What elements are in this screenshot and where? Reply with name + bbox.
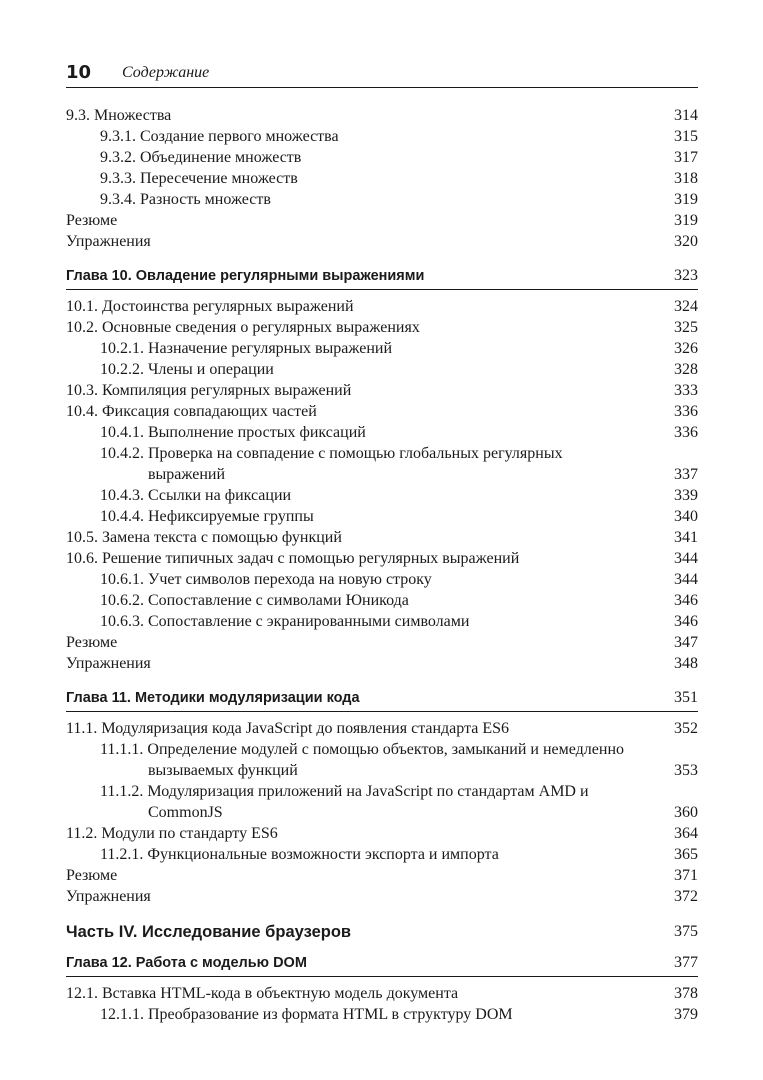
toc-entry-page: 320 bbox=[674, 233, 698, 250]
toc-entry-page: 328 bbox=[674, 361, 698, 378]
toc-entry-page: 344 bbox=[674, 550, 698, 567]
toc-part-heading bbox=[66, 921, 698, 943]
toc-entry-title: 10.6.1. Учет символов перехода на новую строку bbox=[100, 571, 432, 588]
toc-entry-page: 326 bbox=[674, 340, 698, 357]
toc-entry-page: 333 bbox=[674, 382, 698, 399]
toc-entry bbox=[66, 210, 698, 231]
toc-entry-title: 10.4.4. Нефиксируемые группы bbox=[100, 508, 314, 525]
toc-entry bbox=[66, 983, 698, 1004]
toc-chapter-title: Глава 10. Овладение регулярными выражениями bbox=[66, 268, 425, 284]
page-number: 10 bbox=[66, 62, 92, 83]
toc-entry bbox=[66, 126, 698, 147]
toc-entry bbox=[66, 168, 698, 189]
toc-entry-title: 10.2.1. Назначение регулярных выражений bbox=[100, 340, 393, 357]
toc-entry-title: 10.6. Решение типичных задач с помощью регулярных выражений bbox=[66, 550, 520, 567]
toc-entry-title: 10.2. Основные сведения о регулярных выражениях bbox=[66, 319, 420, 336]
toc-entry-page: 347 bbox=[674, 634, 698, 651]
toc-entry-title: 10.5. Замена текста с помощью функций bbox=[66, 529, 342, 546]
toc-entry-page: 341 bbox=[674, 529, 698, 546]
toc-entry-title: 12.1.1. Преобразование из формата HTML в структуру DOM bbox=[100, 1006, 513, 1023]
toc-entry bbox=[66, 485, 698, 506]
toc-entry bbox=[66, 338, 698, 359]
toc-entry bbox=[66, 359, 698, 380]
toc-entry-title: Резюме bbox=[66, 867, 118, 884]
toc-entry-title: 11.1. Модуляризация кода JavaScript до появления стандарта ES6 bbox=[66, 720, 510, 737]
toc-entry bbox=[66, 865, 698, 886]
toc-entry-page: 336 bbox=[674, 403, 698, 420]
header-rule bbox=[66, 87, 698, 88]
toc-entry-page: 348 bbox=[674, 655, 698, 672]
toc-entry bbox=[66, 443, 698, 485]
toc-part-title: Часть IV. Исследование браузеров bbox=[66, 923, 352, 941]
toc-entry-page: 318 bbox=[674, 170, 698, 187]
toc-entry-title: Резюме bbox=[66, 212, 118, 229]
toc-entry bbox=[66, 632, 698, 653]
toc-entry-title: 10.2.2. Члены и операции bbox=[100, 361, 274, 378]
table-of-contents bbox=[66, 105, 698, 1025]
toc-entry bbox=[66, 569, 698, 590]
toc-entry bbox=[66, 527, 698, 548]
toc-entry-title: 9.3. Множества bbox=[66, 107, 172, 124]
toc-entry-page: 340 bbox=[674, 508, 698, 525]
toc-entry bbox=[66, 147, 698, 168]
toc-entry-page: 346 bbox=[674, 613, 698, 630]
toc-chapter-heading bbox=[66, 266, 698, 286]
toc-entry-title: Упражнения bbox=[66, 233, 151, 250]
toc-chapter-heading bbox=[66, 688, 698, 708]
chapter-rule bbox=[66, 711, 698, 712]
toc-entry bbox=[66, 781, 698, 823]
spacer bbox=[66, 943, 698, 953]
toc-chapter-page: 377 bbox=[674, 954, 698, 971]
toc-entry-page: 315 bbox=[674, 128, 698, 145]
running-title: Содержание bbox=[122, 64, 210, 81]
toc-entry-title: 10.6.2. Сопоставление с символами Юникода bbox=[100, 592, 409, 609]
toc-entry-title: 9.3.1. Создание первого множества bbox=[100, 128, 339, 145]
toc-entry bbox=[66, 506, 698, 527]
toc-entry-page: 319 bbox=[674, 212, 698, 229]
toc-entry-page: 325 bbox=[674, 319, 698, 336]
toc-entry-page: 317 bbox=[674, 149, 698, 166]
toc-entry-title: 12.1. Вставка HTML-кода в объектную модель документа bbox=[66, 985, 459, 1002]
toc-entry bbox=[66, 1004, 698, 1025]
spacer bbox=[66, 252, 698, 266]
toc-entry-title: 10.3. Компиляция регулярных выражений bbox=[66, 382, 352, 399]
toc-entry bbox=[66, 844, 698, 865]
toc-chapter-heading bbox=[66, 953, 698, 973]
toc-entry-title: 10.1. Достоинства регулярных выражений bbox=[66, 298, 354, 315]
toc-entry-page: 339 bbox=[674, 487, 698, 504]
toc-entry-title: 9.3.4. Разность множеств bbox=[100, 191, 271, 208]
toc-entry-title: 11.1.2. Модуляризация приложений на JavaScript по стандартам AMD и CommonJS bbox=[100, 783, 589, 821]
toc-entry bbox=[66, 548, 698, 569]
chapter-rule bbox=[66, 976, 698, 977]
toc-entry-title: 11.1.1. Определение модулей с помощью объектов, замыканий и немедленно вызываемых функций bbox=[100, 741, 624, 779]
toc-entry-title: Упражнения bbox=[66, 888, 151, 905]
toc-entry bbox=[66, 401, 698, 422]
toc-entry-page: 314 bbox=[674, 107, 698, 124]
toc-chapter-title: Глава 12. Работа с моделью DOM bbox=[66, 955, 307, 971]
toc-entry bbox=[66, 590, 698, 611]
toc-entry bbox=[66, 296, 698, 317]
toc-entry bbox=[66, 189, 698, 210]
toc-entry-title: 9.3.3. Пересечение множеств bbox=[100, 170, 298, 187]
toc-entry bbox=[66, 739, 698, 781]
toc-entry-title: 10.4.3. Ссылки на фиксации bbox=[100, 487, 292, 504]
toc-entry-title: 11.2.1. Функциональные возможности экспорта и импорта bbox=[100, 846, 499, 863]
toc-entry bbox=[66, 823, 698, 844]
toc-entry-page: 346 bbox=[674, 592, 698, 609]
toc-entry bbox=[66, 317, 698, 338]
toc-entry-title: 10.4.2. Проверка на совпадение с помощью глобальных регулярных выражений bbox=[100, 445, 563, 483]
toc-entry bbox=[66, 380, 698, 401]
toc-entry bbox=[66, 105, 698, 126]
toc-entry bbox=[66, 886, 698, 907]
page-header bbox=[66, 62, 698, 90]
toc-entry-title: Резюме bbox=[66, 634, 118, 651]
toc-entry-page: 337 bbox=[674, 466, 698, 483]
toc-chapter-page: 323 bbox=[674, 267, 698, 284]
spacer bbox=[66, 907, 698, 921]
toc-entry-page: 379 bbox=[674, 1006, 698, 1023]
toc-entry-title: 9.3.2. Объединение множеств bbox=[100, 149, 302, 166]
toc-chapter-page: 351 bbox=[674, 689, 698, 706]
toc-entry-page: 360 bbox=[674, 804, 698, 821]
toc-part-page: 375 bbox=[674, 923, 698, 940]
toc-entry-page: 352 bbox=[674, 720, 698, 737]
toc-entry-page: 378 bbox=[674, 985, 698, 1002]
toc-entry-title: 10.6.3. Сопоставление с экранированными символами bbox=[100, 613, 470, 630]
toc-entry-page: 344 bbox=[674, 571, 698, 588]
toc-entry bbox=[66, 231, 698, 252]
toc-entry-page: 324 bbox=[674, 298, 698, 315]
toc-entry-page: 365 bbox=[674, 846, 698, 863]
toc-entry-page: 371 bbox=[674, 867, 698, 884]
toc-entry-title: 10.4. Фиксация совпадающих частей bbox=[66, 403, 317, 420]
toc-entry bbox=[66, 653, 698, 674]
toc-entry-title: 11.2. Модули по стандарту ES6 bbox=[66, 825, 278, 842]
toc-entry-title: 10.4.1. Выполнение простых фиксаций bbox=[100, 424, 366, 441]
toc-entry-page: 319 bbox=[674, 191, 698, 208]
toc-entry-title: Упражнения bbox=[66, 655, 151, 672]
toc-entry-page: 372 bbox=[674, 888, 698, 905]
toc-entry bbox=[66, 718, 698, 739]
toc-chapter-title: Глава 11. Методики модуляризации кода bbox=[66, 690, 360, 706]
toc-entry-page: 364 bbox=[674, 825, 698, 842]
toc-entry-page: 353 bbox=[674, 762, 698, 779]
chapter-rule bbox=[66, 289, 698, 290]
toc-entry bbox=[66, 422, 698, 443]
toc-entry-page: 336 bbox=[674, 424, 698, 441]
spacer bbox=[66, 674, 698, 688]
toc-entry bbox=[66, 611, 698, 632]
